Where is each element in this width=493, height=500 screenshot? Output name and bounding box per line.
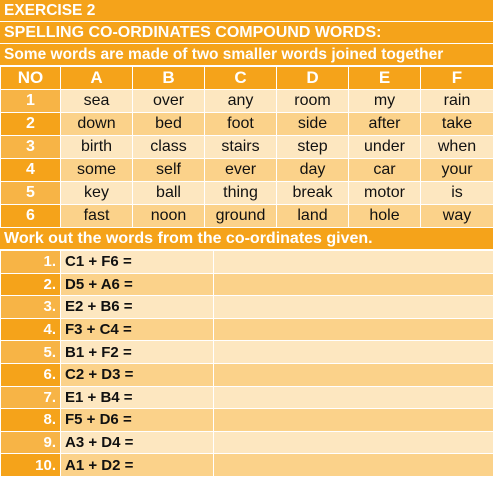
row-number: 5 bbox=[1, 182, 61, 205]
exercise-title: EXERCISE 2 bbox=[0, 0, 493, 22]
grid-word: thing bbox=[205, 182, 277, 205]
question-text: A3 + D4 = bbox=[61, 431, 214, 454]
question-number: 5. bbox=[1, 341, 61, 364]
grid-word: class bbox=[133, 136, 205, 159]
question-row bbox=[1, 318, 493, 341]
question-number: 3. bbox=[1, 296, 61, 319]
grid-word: when bbox=[421, 136, 493, 159]
answer-field[interactable] bbox=[214, 318, 493, 341]
column-header: B bbox=[133, 67, 205, 90]
grid-word: rain bbox=[421, 90, 493, 113]
grid-word: self bbox=[133, 159, 205, 182]
grid-word: key bbox=[61, 182, 133, 205]
question-row bbox=[1, 386, 493, 409]
grid-word: fast bbox=[61, 205, 133, 228]
column-header: D bbox=[277, 67, 349, 90]
grid-row bbox=[1, 136, 493, 159]
grid-word: down bbox=[61, 113, 133, 136]
answer-field[interactable] bbox=[214, 431, 493, 454]
grid-word: land bbox=[277, 205, 349, 228]
grid-word: motor bbox=[349, 182, 421, 205]
grid-word: under bbox=[349, 136, 421, 159]
grid-word: step bbox=[277, 136, 349, 159]
page-subheading: Some words are made of two smaller words joined together bbox=[0, 44, 493, 66]
grid-word: way bbox=[421, 205, 493, 228]
grid-word: ever bbox=[205, 159, 277, 182]
question-row bbox=[1, 363, 493, 386]
question-text: D5 + A6 = bbox=[61, 273, 214, 296]
grid-word: is bbox=[421, 182, 493, 205]
question-row bbox=[1, 409, 493, 432]
grid-word: birth bbox=[61, 136, 133, 159]
grid-word: side bbox=[277, 113, 349, 136]
question-row bbox=[1, 431, 493, 454]
question-number: 8. bbox=[1, 409, 61, 432]
question-number: 6. bbox=[1, 363, 61, 386]
grid-row bbox=[1, 90, 493, 113]
row-number: 6 bbox=[1, 205, 61, 228]
grid-row bbox=[1, 182, 493, 205]
coordinate-grid bbox=[0, 66, 493, 228]
grid-word: foot bbox=[205, 113, 277, 136]
grid-word: noon bbox=[133, 205, 205, 228]
row-number: 2 bbox=[1, 113, 61, 136]
grid-word: over bbox=[133, 90, 205, 113]
grid-corner-label: NO bbox=[1, 67, 61, 90]
question-row bbox=[1, 251, 493, 274]
grid-word: day bbox=[277, 159, 349, 182]
answer-field[interactable] bbox=[214, 363, 493, 386]
question-row bbox=[1, 273, 493, 296]
row-number: 4 bbox=[1, 159, 61, 182]
answer-field[interactable] bbox=[214, 386, 493, 409]
question-row bbox=[1, 296, 493, 319]
grid-word: ground bbox=[205, 205, 277, 228]
answer-field[interactable] bbox=[214, 273, 493, 296]
question-text: E2 + B6 = bbox=[61, 296, 214, 319]
grid-word: after bbox=[349, 113, 421, 136]
question-text: A1 + D2 = bbox=[61, 454, 214, 477]
column-header: F bbox=[421, 67, 493, 90]
answer-field[interactable] bbox=[214, 409, 493, 432]
answer-field[interactable] bbox=[214, 251, 493, 274]
question-number: 1. bbox=[1, 251, 61, 274]
answer-table bbox=[0, 250, 493, 477]
grid-word: hole bbox=[349, 205, 421, 228]
row-number: 1 bbox=[1, 90, 61, 113]
question-text: F5 + D6 = bbox=[61, 409, 214, 432]
question-number: 7. bbox=[1, 386, 61, 409]
question-text: B1 + F2 = bbox=[61, 341, 214, 364]
question-number: 10. bbox=[1, 454, 61, 477]
grid-row bbox=[1, 113, 493, 136]
grid-word: bed bbox=[133, 113, 205, 136]
question-number: 9. bbox=[1, 431, 61, 454]
question-text: C1 + F6 = bbox=[61, 251, 214, 274]
page-heading: SPELLING CO-ORDINATES COMPOUND WORDS: bbox=[0, 22, 493, 44]
question-text: F3 + C4 = bbox=[61, 318, 214, 341]
column-header: C bbox=[205, 67, 277, 90]
grid-word: stairs bbox=[205, 136, 277, 159]
question-row bbox=[1, 341, 493, 364]
question-text: E1 + B4 = bbox=[61, 386, 214, 409]
question-row bbox=[1, 454, 493, 477]
grid-word: break bbox=[277, 182, 349, 205]
grid-word: car bbox=[349, 159, 421, 182]
grid-word: sea bbox=[61, 90, 133, 113]
grid-row bbox=[1, 205, 493, 228]
grid-word: your bbox=[421, 159, 493, 182]
grid-word: ball bbox=[133, 182, 205, 205]
column-header: E bbox=[349, 67, 421, 90]
grid-word: some bbox=[61, 159, 133, 182]
question-number: 2. bbox=[1, 273, 61, 296]
grid-word: room bbox=[277, 90, 349, 113]
grid-row bbox=[1, 159, 493, 182]
grid-word: my bbox=[349, 90, 421, 113]
grid-header-row bbox=[1, 67, 493, 90]
instruction-text: Work out the words from the co-ordinates given. bbox=[0, 228, 493, 250]
grid-word: any bbox=[205, 90, 277, 113]
grid-word: take bbox=[421, 113, 493, 136]
question-text: C2 + D3 = bbox=[61, 363, 214, 386]
column-header: A bbox=[61, 67, 133, 90]
answer-field[interactable] bbox=[214, 454, 493, 477]
question-number: 4. bbox=[1, 318, 61, 341]
answer-field[interactable] bbox=[214, 296, 493, 319]
row-number: 3 bbox=[1, 136, 61, 159]
answer-field[interactable] bbox=[214, 341, 493, 364]
